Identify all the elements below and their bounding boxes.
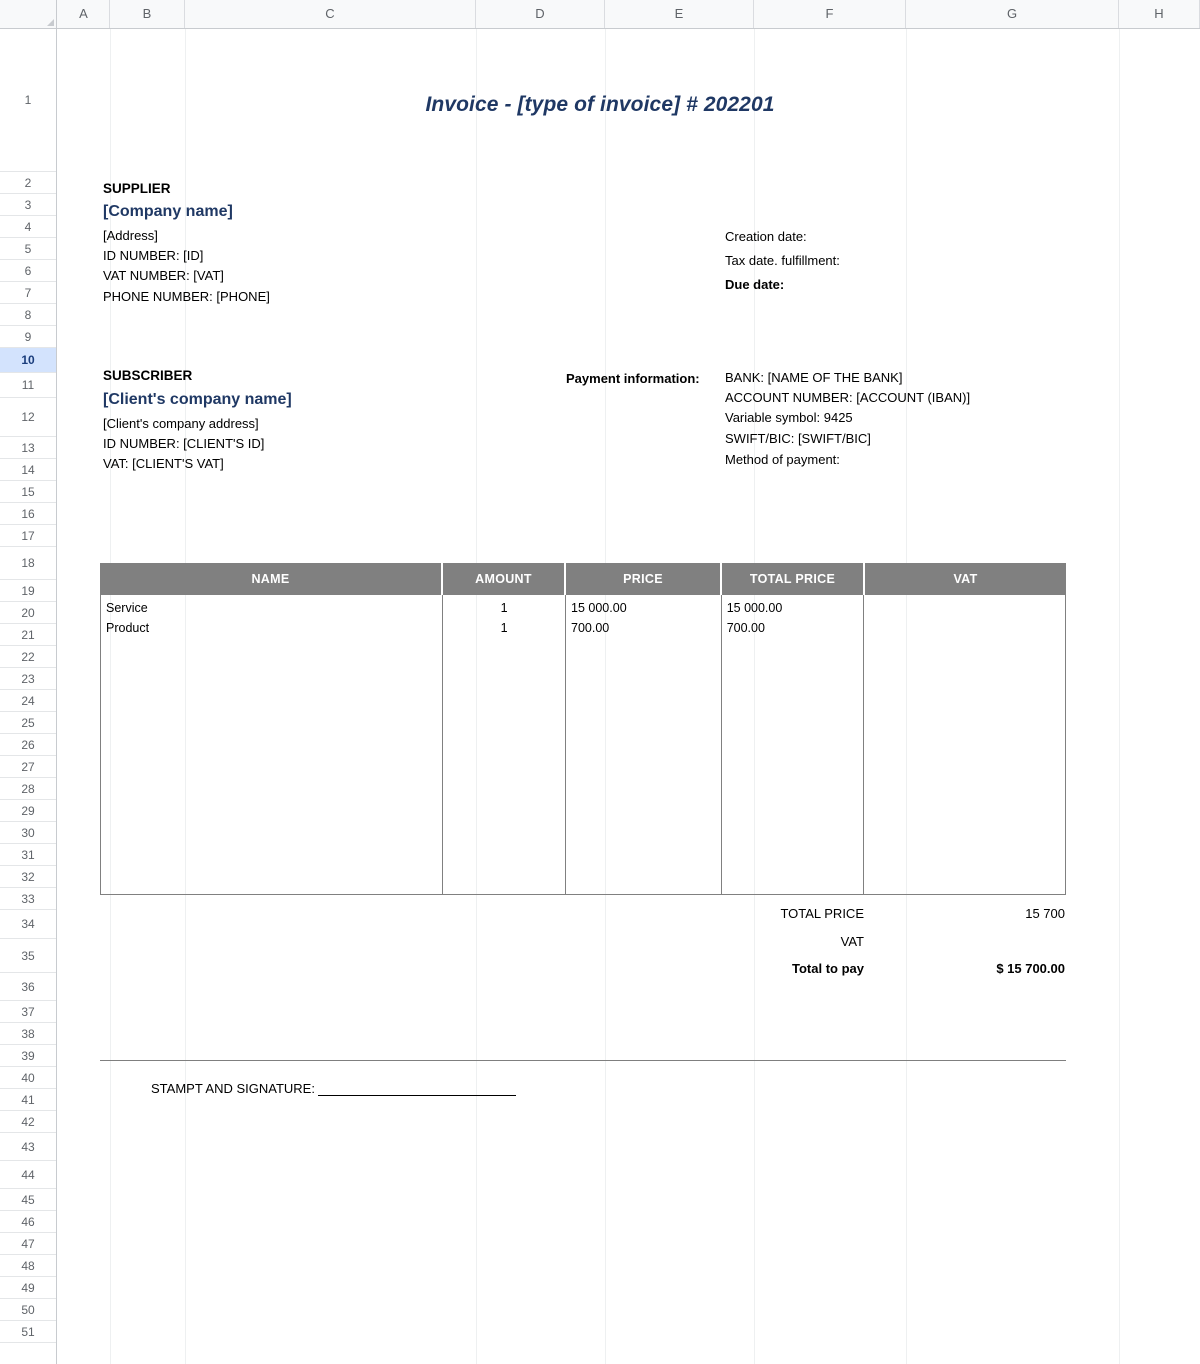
items-table-body[interactable] xyxy=(100,595,1066,895)
row-header-24[interactable]: 24 xyxy=(0,690,56,712)
payment-variable-symbol: Variable symbol: 9425 xyxy=(725,410,853,425)
cell-vat-1[interactable] xyxy=(864,598,1065,618)
subscriber-heading: SUBSCRIBER xyxy=(103,368,193,383)
vat-total-label: VAT xyxy=(840,934,864,949)
row-header-41[interactable]: 41 xyxy=(0,1089,56,1111)
row-header-26[interactable]: 26 xyxy=(0,734,56,756)
row-header-36[interactable]: 36 xyxy=(0,973,56,1001)
column-header-price: PRICE xyxy=(566,563,722,595)
items-column-name[interactable] xyxy=(101,595,443,895)
subscriber-address: [Client's company address] xyxy=(103,416,259,431)
items-column-vat[interactable] xyxy=(864,595,1065,895)
row-header-45[interactable]: 45 xyxy=(0,1189,56,1211)
row-header-48[interactable]: 48 xyxy=(0,1255,56,1277)
row-header-39[interactable]: 39 xyxy=(0,1045,56,1067)
row-header-23[interactable]: 23 xyxy=(0,668,56,690)
cell-amount-2[interactable]: 1 xyxy=(500,621,508,635)
row-header-18[interactable]: 18 xyxy=(0,547,56,580)
subscriber-company-name: [Client's company name] xyxy=(103,391,292,408)
column-header-amount: AMOUNT xyxy=(443,563,566,595)
column-header-a[interactable]: A xyxy=(58,0,110,28)
row-header-16[interactable]: 16 xyxy=(0,503,56,525)
row-header-37[interactable]: 37 xyxy=(0,1001,56,1023)
column-header-f[interactable]: F xyxy=(754,0,906,28)
row-header-44[interactable]: 44 xyxy=(0,1161,56,1189)
supplier-heading: SUPPLIER xyxy=(103,181,171,196)
row-header-38[interactable]: 38 xyxy=(0,1023,56,1045)
row-header-13[interactable]: 13 xyxy=(0,437,56,459)
row-header-21[interactable]: 21 xyxy=(0,624,56,646)
payment-information-heading: Payment information: xyxy=(566,371,700,386)
due-date-label: Due date: xyxy=(725,277,785,292)
cell-amount-1[interactable]: 1 xyxy=(500,601,508,615)
total-to-pay-value: $ 15 700.00 xyxy=(996,961,1065,976)
row-header-6[interactable]: 6 xyxy=(0,260,56,282)
row-header-11[interactable]: 11 xyxy=(0,373,56,398)
creation-date-label: Creation date: xyxy=(725,229,807,244)
cell-name-2[interactable]: Product xyxy=(106,621,150,635)
total-to-pay-label: Total to pay xyxy=(792,961,864,976)
row-header-15[interactable]: 15 xyxy=(0,481,56,503)
items-table-header-row xyxy=(100,563,1066,595)
column-header-g[interactable]: G xyxy=(906,0,1119,28)
row-header-19[interactable]: 19 xyxy=(0,580,56,602)
cell-price-1[interactable]: 15 000.00 xyxy=(571,601,627,615)
cell-name-1[interactable]: Service xyxy=(106,601,148,615)
column-header-d[interactable]: D xyxy=(476,0,605,28)
payment-account-number: ACCOUNT NUMBER: [ACCOUNT (IBAN)] xyxy=(725,390,971,405)
row-header-1[interactable]: 1 xyxy=(0,29,56,172)
cell-total-price-1[interactable]: 15 000.00 xyxy=(726,601,783,615)
cell-total-price-2[interactable]: 700.00 xyxy=(726,621,765,635)
row-header-28[interactable]: 28 xyxy=(0,778,56,800)
supplier-phone-number: PHONE NUMBER: [PHONE] xyxy=(103,289,270,304)
column-header-e[interactable]: E xyxy=(605,0,754,28)
row-header-2[interactable]: 2 xyxy=(0,172,56,194)
row-header-10[interactable]: 10 xyxy=(0,348,56,373)
row-header-34[interactable]: 34 xyxy=(0,910,56,939)
row-header-14[interactable]: 14 xyxy=(0,459,56,481)
signature-line xyxy=(318,1095,516,1096)
column-header-vat: VAT xyxy=(953,572,978,586)
row-header-40[interactable]: 40 xyxy=(0,1067,56,1089)
row-header-29[interactable]: 29 xyxy=(0,800,56,822)
column-headers xyxy=(0,0,1200,29)
row-header-17[interactable]: 17 xyxy=(0,525,56,547)
row-header-33[interactable]: 33 xyxy=(0,888,56,910)
footer-divider xyxy=(100,1060,1066,1061)
row-header-35[interactable]: 35 xyxy=(0,939,56,973)
column-header-c[interactable]: C xyxy=(185,0,476,28)
supplier-address: [Address] xyxy=(103,228,158,243)
row-header-3[interactable]: 3 xyxy=(0,194,56,216)
payment-swift-bic: SWIFT/BIC: [SWIFT/BIC] xyxy=(725,431,871,446)
row-header-32[interactable]: 32 xyxy=(0,866,56,888)
row-header-30[interactable]: 30 xyxy=(0,822,56,844)
tax-date-label: Tax date. fulfillment: xyxy=(725,253,840,268)
invoice-title: Invoice - [type of invoice] # 202201 xyxy=(425,93,775,116)
row-header-46[interactable]: 46 xyxy=(0,1211,56,1233)
row-header-8[interactable]: 8 xyxy=(0,304,56,326)
payment-method: Method of payment: xyxy=(725,452,840,467)
total-price-value: 15 700 xyxy=(1025,906,1065,921)
total-price-label: TOTAL PRICE xyxy=(780,906,864,921)
row-header-49[interactable]: 49 xyxy=(0,1277,56,1299)
cell-vat-2[interactable] xyxy=(864,618,1065,638)
cell-price-2[interactable]: 700.00 xyxy=(571,621,610,635)
supplier-id-number: ID NUMBER: [ID] xyxy=(103,248,204,263)
items-column-price[interactable] xyxy=(566,595,722,895)
row-header-27[interactable]: 27 xyxy=(0,756,56,778)
items-column-total-price[interactable] xyxy=(722,595,865,895)
column-header-b[interactable]: B xyxy=(110,0,185,28)
row-headers xyxy=(0,29,57,1364)
row-header-22[interactable]: 22 xyxy=(0,646,56,668)
row-header-25[interactable]: 25 xyxy=(0,712,56,734)
row-header-50[interactable]: 50 xyxy=(0,1299,56,1321)
supplier-vat-number: VAT NUMBER: [VAT] xyxy=(103,268,224,283)
subscriber-id-number: ID NUMBER: [CLIENT'S ID] xyxy=(103,436,265,451)
items-column-amount[interactable] xyxy=(443,595,566,895)
select-all-corner[interactable] xyxy=(0,0,57,28)
row-header-9[interactable]: 9 xyxy=(0,326,56,348)
row-header-20[interactable]: 20 xyxy=(0,602,56,624)
row-header-43[interactable]: 43 xyxy=(0,1133,56,1161)
row-header-47[interactable]: 47 xyxy=(0,1233,56,1255)
column-header-h[interactable]: H xyxy=(1119,0,1200,28)
payment-bank: BANK: [NAME OF THE BANK] xyxy=(725,370,903,385)
supplier-company-name: [Company name] xyxy=(103,203,233,220)
stamp-and-signature-label: STAMPT AND SIGNATURE: xyxy=(151,1081,315,1096)
row-header-31[interactable]: 31 xyxy=(0,844,56,866)
row-header-4[interactable]: 4 xyxy=(0,216,56,238)
row-header-7[interactable]: 7 xyxy=(0,282,56,304)
items-table xyxy=(100,563,1066,895)
column-header-total-price: TOTAL PRICE xyxy=(722,563,865,595)
subscriber-vat: VAT: [CLIENT'S VAT] xyxy=(103,456,224,471)
grid-vline xyxy=(1119,29,1120,1364)
column-header-name: NAME xyxy=(100,563,443,595)
row-header-51[interactable]: 51 xyxy=(0,1321,56,1343)
row-header-42[interactable]: 42 xyxy=(0,1111,56,1133)
row-header-5[interactable]: 5 xyxy=(0,238,56,260)
row-header-12[interactable]: 12 xyxy=(0,398,56,437)
